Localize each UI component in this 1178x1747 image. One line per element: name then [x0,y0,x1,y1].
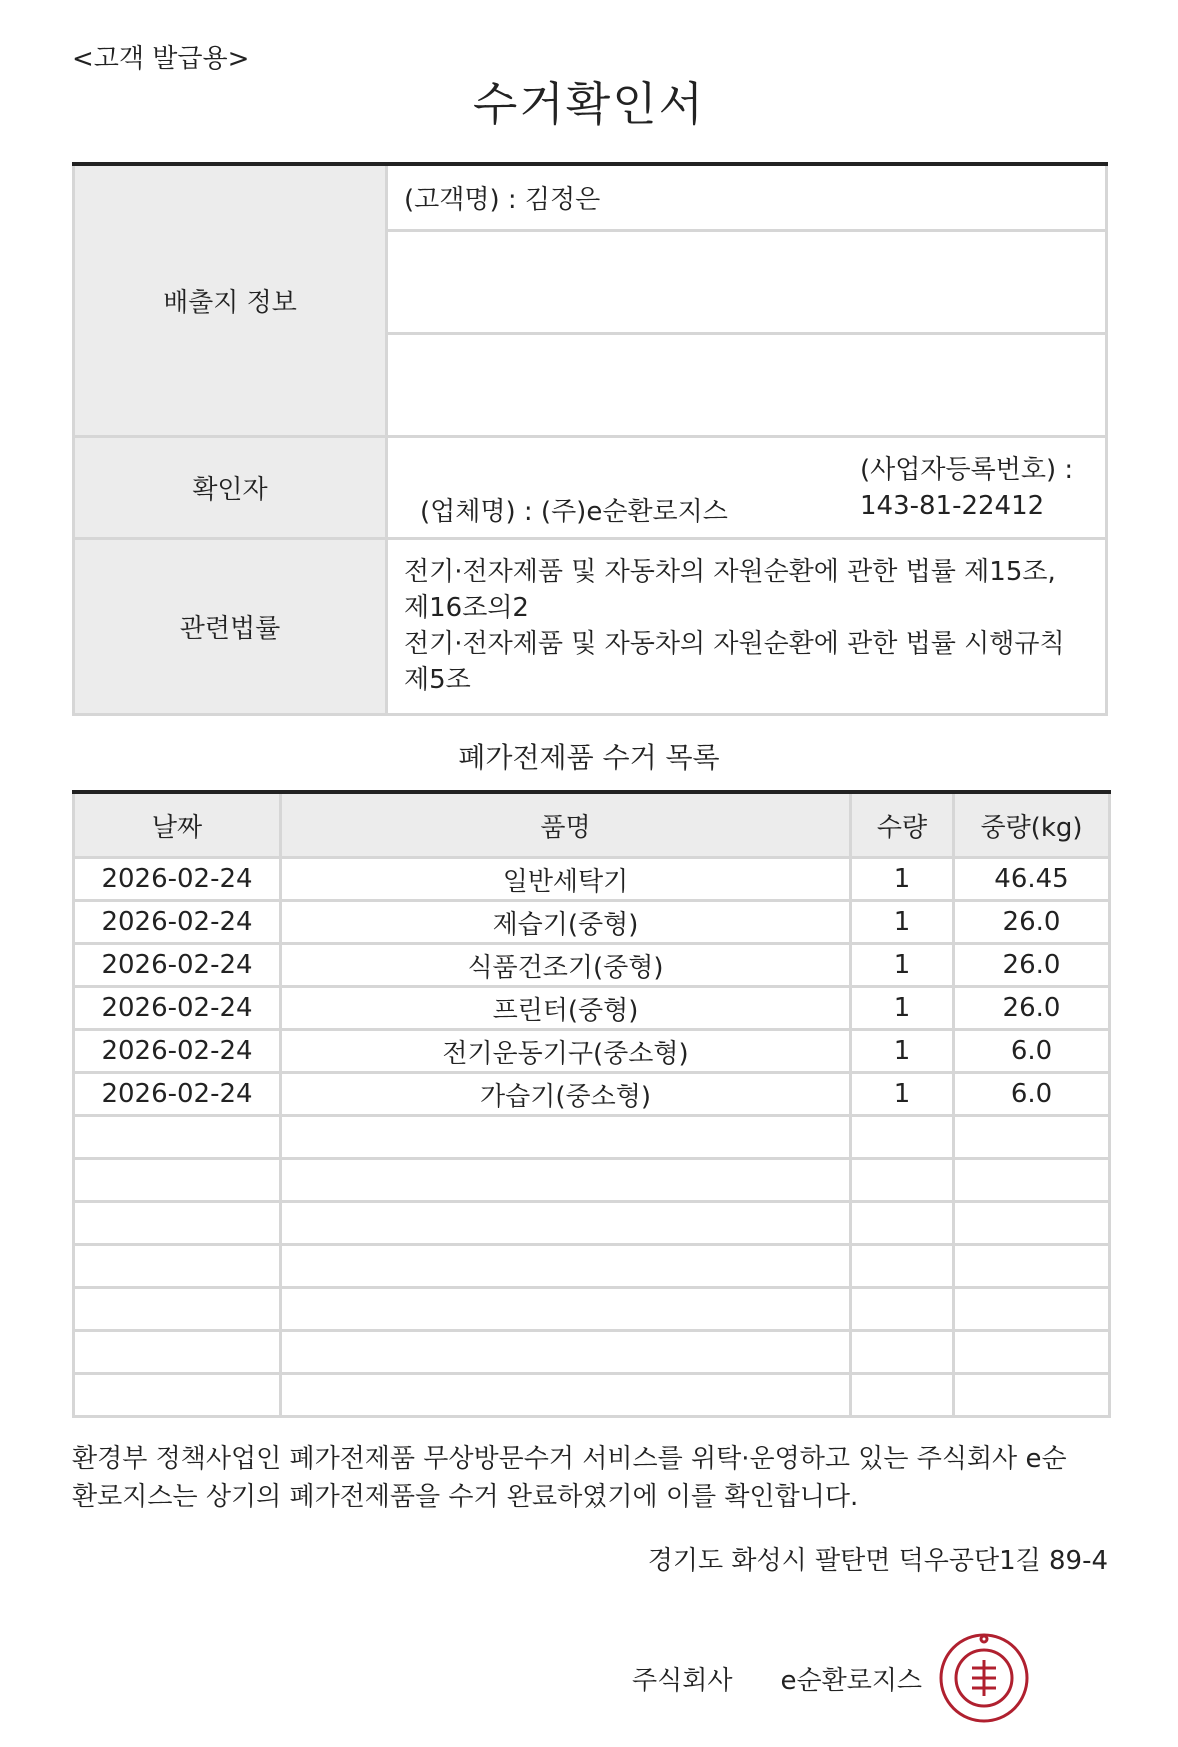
row-item: 제습기(중형) [281,901,851,944]
empty-row [74,1331,1110,1374]
row-item: 일반세탁기 [281,858,851,901]
signature-company: e순환로지스 [780,1666,923,1696]
statement-line-2: 환로지스는 상기의 폐가전제품을 수거 완료하였기에 이를 확인합니다. [72,1482,859,1512]
source-address-line-1 [387,230,1107,333]
row-qty: 1 [851,944,954,987]
source-address-line-2 [387,333,1107,436]
row-date: 2026-02-24 [74,858,281,901]
empty-row [74,1116,1110,1159]
company-name: (업체명) : (주)e순환로지스 [420,497,728,527]
row-weight: 6.0 [954,1073,1110,1116]
company-seal-icon [938,1632,1030,1724]
law-line-3: 전기·전자제품 및 자동차의 자원순환에 관한 법률 시행규칙 [404,629,1065,659]
empty-row [74,1202,1110,1245]
table-row [74,858,1110,901]
law-line-1: 전기·전자제품 및 자동차의 자원순환에 관한 법률 제15조, [404,557,1056,587]
row-item: 식품건조기(중형) [281,944,851,987]
empty-row [74,1288,1110,1331]
table-row [74,944,1110,987]
statement-line-1: 환경부 정책사업인 폐가전제품 무상방문수거 서비스를 위탁·운영하고 있는 주식회사 e순 [72,1444,1067,1474]
row-qty: 1 [851,1030,954,1073]
customer-name: (고객명) : 김정은 [387,164,1107,230]
row-weight: 46.45 [954,858,1110,901]
row-weight: 26.0 [954,987,1110,1030]
row-weight: 6.0 [954,1030,1110,1073]
row-date: 2026-02-24 [74,1073,281,1116]
empty-row [74,1159,1110,1202]
row-date: 2026-02-24 [74,1030,281,1073]
empty-row [74,1374,1110,1417]
reg-number-label: (사업자등록번호) : [860,455,1074,485]
document-title: 수거확인서 [472,77,706,131]
confirmation-statement [72,1440,1108,1516]
law-line-2: 제16조의2 [404,593,529,623]
law-label: 관련법률 [74,538,387,714]
collection-items-table [72,790,1111,1418]
row-date: 2026-02-24 [74,987,281,1030]
row-weight: 26.0 [954,901,1110,944]
confirmer-cell [387,436,1107,538]
company-address: 경기도 화성시 팔탄면 덕우공단1길 89-4 [647,1546,1108,1576]
law-line-4: 제5조 [404,665,471,695]
confirmer-label: 확인자 [74,436,387,538]
row-qty: 1 [851,858,954,901]
row-qty: 1 [851,901,954,944]
info-table [72,162,1108,716]
copy-type-label: <고객 발급용> [72,44,250,74]
row-qty: 1 [851,987,954,1030]
row-date: 2026-02-24 [74,901,281,944]
signature-line [632,1660,922,1697]
source-info-label: 배출지 정보 [74,164,387,436]
row-item: 전기운동기구(중소형) [281,1030,851,1073]
empty-row [74,1245,1110,1288]
row-weight: 26.0 [954,944,1110,987]
column-header-qty: 수량 [851,792,954,858]
row-item: 가습기(중소형) [281,1073,851,1116]
signature-prefix: 주식회사 [632,1666,733,1696]
row-item: 프린터(중형) [281,987,851,1030]
column-header-date: 날짜 [74,792,281,858]
collection-list-title: 폐가전제품 수거 목록 [458,741,720,774]
row-qty: 1 [851,1073,954,1116]
table-row [74,1073,1110,1116]
table-row [74,987,1110,1030]
table-row [74,1030,1110,1073]
column-header-item: 품명 [281,792,851,858]
row-date: 2026-02-24 [74,944,281,987]
column-header-weight: 중량(kg) [954,792,1110,858]
table-row [74,901,1110,944]
law-text [387,538,1107,714]
reg-number-value: 143-81-22412 [860,491,1045,521]
